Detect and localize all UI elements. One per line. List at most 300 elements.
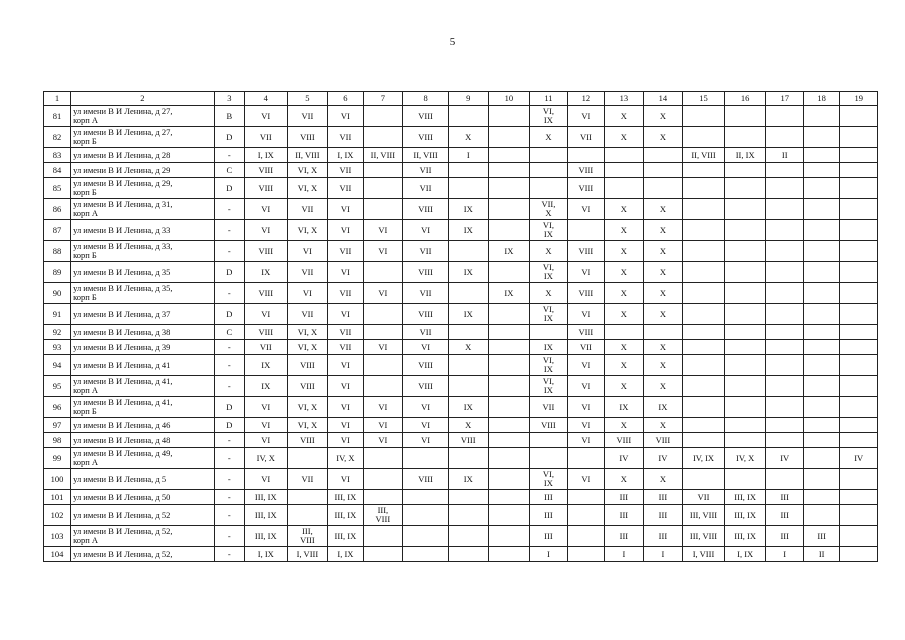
- table-cell: III, IX: [244, 505, 287, 526]
- table-cell: IV, IX: [683, 448, 725, 469]
- table-cell: [683, 418, 725, 433]
- table-cell: III: [605, 490, 644, 505]
- table-cell: VII: [403, 178, 449, 199]
- table-cell: I, IX: [244, 148, 287, 163]
- table-cell: III, VIII: [683, 526, 725, 547]
- table-cell: III, IX: [244, 490, 287, 505]
- table-cell: III, IX: [724, 526, 766, 547]
- table-cell: VI: [363, 241, 403, 262]
- table-cell: -: [214, 547, 244, 562]
- table-cell: [448, 547, 488, 562]
- table-cell: [683, 106, 725, 127]
- table-cell: [448, 355, 488, 376]
- table-cell: VI: [567, 262, 604, 283]
- table-cell: [766, 340, 803, 355]
- table-cell: X: [448, 127, 488, 148]
- table-cell: I: [766, 547, 803, 562]
- row-number: 97: [44, 418, 71, 433]
- table-cell: VII: [287, 469, 328, 490]
- table-cell: [363, 547, 403, 562]
- table-cell: VIII: [287, 376, 328, 397]
- table-cell: IX: [244, 262, 287, 283]
- table-cell: [766, 127, 803, 148]
- table-cell: VIII: [643, 433, 683, 448]
- table-row: [44, 106, 878, 127]
- table-cell: [363, 304, 403, 325]
- table-cell: VII: [287, 262, 328, 283]
- table-row: [44, 199, 878, 220]
- row-number: 85: [44, 178, 71, 199]
- table-cell: VII: [403, 325, 449, 340]
- table-cell: VIII: [287, 355, 328, 376]
- table-cell: IX: [448, 220, 488, 241]
- table-cell: [840, 220, 878, 241]
- table-cell: -: [214, 340, 244, 355]
- table-cell: [448, 526, 488, 547]
- table-cell: VII: [567, 340, 604, 355]
- row-number: 91: [44, 304, 71, 325]
- table-cell: [488, 397, 530, 418]
- table-cell: III: [766, 505, 803, 526]
- address-cell: ул имени В И Ленина, д 41, корп Б: [71, 397, 215, 418]
- table-cell: [403, 448, 449, 469]
- table-cell: [488, 304, 530, 325]
- table-cell: X: [643, 304, 683, 325]
- table-cell: I, IX: [244, 547, 287, 562]
- table-cell: III: [766, 526, 803, 547]
- table-cell: [488, 220, 530, 241]
- table-cell: [488, 433, 530, 448]
- table-cell: [530, 448, 567, 469]
- table-cell: [803, 418, 839, 433]
- table-cell: [803, 178, 839, 199]
- row-number: 89: [44, 262, 71, 283]
- table-cell: [530, 325, 567, 340]
- table-cell: III, IX: [328, 490, 363, 505]
- table-cell: [363, 355, 403, 376]
- table-cell: III: [530, 505, 567, 526]
- table-cell: [724, 397, 766, 418]
- table-cell: [766, 199, 803, 220]
- table-row: [44, 469, 878, 490]
- table-cell: VIII: [403, 469, 449, 490]
- table-cell: [643, 163, 683, 178]
- table-cell: D: [214, 397, 244, 418]
- column-header: 10: [488, 92, 530, 106]
- table-cell: [766, 283, 803, 304]
- table-cell: IV: [766, 448, 803, 469]
- table-cell: [803, 490, 839, 505]
- table-cell: III: [643, 505, 683, 526]
- table-cell: IX: [448, 469, 488, 490]
- table-cell: [840, 340, 878, 355]
- table-row: [44, 448, 878, 469]
- table-cell: [803, 127, 839, 148]
- table-cell: VIII: [287, 433, 328, 448]
- table-cell: -: [214, 220, 244, 241]
- table-cell: IV, X: [244, 448, 287, 469]
- table-cell: VI: [244, 106, 287, 127]
- table-cell: [803, 220, 839, 241]
- table-cell: [840, 325, 878, 340]
- table-cell: [840, 262, 878, 283]
- table-cell: VI, X: [287, 340, 328, 355]
- row-number: 103: [44, 526, 71, 547]
- table-cell: [840, 241, 878, 262]
- table-cell: [840, 163, 878, 178]
- row-number: 92: [44, 325, 71, 340]
- table-cell: [803, 262, 839, 283]
- column-header: 7: [363, 92, 403, 106]
- table-cell: IV, X: [724, 448, 766, 469]
- table-cell: VI: [363, 397, 403, 418]
- table-cell: IX: [530, 340, 567, 355]
- address-cell: ул имени В И Ленина, д 37: [71, 304, 215, 325]
- table-cell: [724, 220, 766, 241]
- table-cell: II, VIII: [403, 148, 449, 163]
- table-cell: [448, 505, 488, 526]
- table-cell: -: [214, 469, 244, 490]
- table-cell: VI: [244, 418, 287, 433]
- table-cell: [363, 178, 403, 199]
- table-cell: VI: [244, 433, 287, 448]
- table-cell: [287, 505, 328, 526]
- table-cell: IX: [605, 397, 644, 418]
- table-cell: II, VIII: [683, 148, 725, 163]
- table-cell: [567, 547, 604, 562]
- table-cell: [766, 220, 803, 241]
- table-cell: [683, 433, 725, 448]
- table-cell: [724, 433, 766, 448]
- table-cell: [567, 148, 604, 163]
- table-cell: VI: [244, 469, 287, 490]
- column-header: 12: [567, 92, 604, 106]
- column-header: 17: [766, 92, 803, 106]
- table-cell: [488, 448, 530, 469]
- table-cell: VII: [244, 127, 287, 148]
- column-header: 5: [287, 92, 328, 106]
- table-cell: X: [448, 340, 488, 355]
- table-cell: VIII: [567, 325, 604, 340]
- table-cell: III, IX: [328, 526, 363, 547]
- table-cell: VIII: [244, 163, 287, 178]
- table-cell: I, VIII: [287, 547, 328, 562]
- table-cell: X: [643, 106, 683, 127]
- table-cell: III, IX: [724, 490, 766, 505]
- row-number: 93: [44, 340, 71, 355]
- table-cell: IX: [488, 283, 530, 304]
- table-row: [44, 241, 878, 262]
- table-cell: [803, 325, 839, 340]
- column-header: 9: [448, 92, 488, 106]
- table-row: [44, 178, 878, 199]
- table-cell: VI: [328, 262, 363, 283]
- table-cell: [766, 325, 803, 340]
- table-cell: -: [214, 376, 244, 397]
- table-cell: VI, IX: [530, 262, 567, 283]
- table-cell: VI: [244, 397, 287, 418]
- table-cell: [803, 199, 839, 220]
- table-cell: VI, IX: [530, 355, 567, 376]
- table-cell: X: [605, 241, 644, 262]
- row-number: 86: [44, 199, 71, 220]
- table-cell: [363, 106, 403, 127]
- table-cell: IX: [448, 262, 488, 283]
- address-cell: ул имени В И Ленина, д 5: [71, 469, 215, 490]
- table-cell: [840, 433, 878, 448]
- table-cell: VIII: [567, 163, 604, 178]
- table-row: [44, 340, 878, 355]
- table-cell: VIII: [403, 304, 449, 325]
- table-cell: VII: [567, 127, 604, 148]
- table-cell: X: [605, 127, 644, 148]
- table-cell: III: [803, 526, 839, 547]
- table-cell: [803, 397, 839, 418]
- table-cell: VI: [567, 106, 604, 127]
- table-cell: III: [530, 526, 567, 547]
- table-cell: VII: [328, 325, 363, 340]
- table-cell: [803, 376, 839, 397]
- table-cell: VI: [287, 241, 328, 262]
- table-cell: [448, 490, 488, 505]
- table-cell: [683, 325, 725, 340]
- table-cell: -: [214, 241, 244, 262]
- table-cell: [567, 490, 604, 505]
- table-cell: X: [448, 418, 488, 433]
- address-cell: ул имени В И Ленина, д 49, корп А: [71, 448, 215, 469]
- table-cell: [840, 418, 878, 433]
- table-cell: III: [766, 490, 803, 505]
- table-row: [44, 397, 878, 418]
- table-cell: [567, 526, 604, 547]
- table-cell: [803, 448, 839, 469]
- table-cell: VI: [244, 304, 287, 325]
- table-cell: [724, 376, 766, 397]
- column-header: 19: [840, 92, 878, 106]
- table-cell: [803, 163, 839, 178]
- table-cell: VI: [328, 106, 363, 127]
- row-number: 87: [44, 220, 71, 241]
- table-cell: [683, 241, 725, 262]
- table-cell: VII: [328, 340, 363, 355]
- table-cell: VII: [683, 490, 725, 505]
- table-cell: [840, 127, 878, 148]
- table-cell: III, VIII: [683, 505, 725, 526]
- table-cell: III: [643, 490, 683, 505]
- table-cell: [488, 127, 530, 148]
- column-header: 16: [724, 92, 766, 106]
- table-cell: X: [643, 469, 683, 490]
- table-cell: [683, 199, 725, 220]
- table-cell: VI: [363, 418, 403, 433]
- table-row: [44, 505, 878, 526]
- table-cell: -: [214, 526, 244, 547]
- table-cell: VI: [363, 220, 403, 241]
- table-cell: [683, 283, 725, 304]
- table-cell: VII: [328, 127, 363, 148]
- table-cell: D: [214, 418, 244, 433]
- table-cell: VIII: [287, 127, 328, 148]
- table-cell: [643, 148, 683, 163]
- table-cell: X: [605, 469, 644, 490]
- table-cell: II: [766, 148, 803, 163]
- address-cell: ул имени В И Ленина, д 35: [71, 262, 215, 283]
- table-cell: -: [214, 355, 244, 376]
- table-cell: [363, 262, 403, 283]
- table-row: [44, 490, 878, 505]
- column-header: 13: [605, 92, 644, 106]
- table-cell: [488, 490, 530, 505]
- table-cell: VIII: [448, 433, 488, 448]
- column-header: 8: [403, 92, 449, 106]
- table-cell: [724, 163, 766, 178]
- table-cell: [448, 325, 488, 340]
- table-cell: IV, X: [328, 448, 363, 469]
- table-cell: [363, 469, 403, 490]
- table-cell: [766, 178, 803, 199]
- table-cell: [724, 106, 766, 127]
- table-cell: VIII: [244, 325, 287, 340]
- table-cell: VIII: [530, 418, 567, 433]
- address-cell: ул имени В И Ленина, д 28: [71, 148, 215, 163]
- table-cell: VII: [287, 106, 328, 127]
- table-cell: VI, IX: [530, 220, 567, 241]
- table-cell: VI: [244, 199, 287, 220]
- table-cell: X: [605, 262, 644, 283]
- page-number: 5: [449, 36, 456, 48]
- table-cell: [363, 199, 403, 220]
- row-number: 101: [44, 490, 71, 505]
- table-cell: [683, 178, 725, 199]
- table-cell: II, IX: [724, 148, 766, 163]
- table-cell: [803, 304, 839, 325]
- table-cell: [448, 241, 488, 262]
- table-cell: X: [605, 304, 644, 325]
- table-cell: IX: [448, 304, 488, 325]
- table-cell: [803, 433, 839, 448]
- table-cell: II: [803, 547, 839, 562]
- table-cell: [488, 163, 530, 178]
- table-cell: X: [643, 340, 683, 355]
- table-cell: IV: [840, 448, 878, 469]
- address-cell: ул имени В И Ленина, д 38: [71, 325, 215, 340]
- table-cell: [488, 325, 530, 340]
- column-header: 15: [683, 92, 725, 106]
- table-cell: VI: [403, 397, 449, 418]
- table-cell: VI: [567, 376, 604, 397]
- table-cell: [803, 469, 839, 490]
- table-cell: III: [643, 526, 683, 547]
- table-cell: [683, 397, 725, 418]
- table-cell: VI, IX: [530, 304, 567, 325]
- table-cell: VI: [328, 418, 363, 433]
- table-cell: X: [605, 376, 644, 397]
- table-cell: [403, 526, 449, 547]
- table-cell: [840, 283, 878, 304]
- column-header: 14: [643, 92, 683, 106]
- table-cell: [488, 106, 530, 127]
- table-cell: [840, 469, 878, 490]
- table-cell: VIII: [567, 178, 604, 199]
- table-cell: VI, X: [287, 418, 328, 433]
- table-cell: -: [214, 148, 244, 163]
- table-cell: [840, 376, 878, 397]
- table-header-row: [44, 92, 878, 106]
- table-row: [44, 127, 878, 148]
- column-header: 4: [244, 92, 287, 106]
- table-cell: [488, 418, 530, 433]
- table-cell: D: [214, 304, 244, 325]
- table-cell: IV: [643, 448, 683, 469]
- table-cell: VII: [328, 178, 363, 199]
- table-cell: VI: [363, 340, 403, 355]
- table-cell: [724, 355, 766, 376]
- row-number: 83: [44, 148, 71, 163]
- table-cell: I, IX: [724, 547, 766, 562]
- table-cell: VI, X: [287, 397, 328, 418]
- table-cell: VI: [403, 418, 449, 433]
- table-cell: [605, 163, 644, 178]
- row-number: 96: [44, 397, 71, 418]
- address-cell: ул имени В И Ленина, д 52: [71, 505, 215, 526]
- table-cell: [683, 304, 725, 325]
- table-cell: [724, 283, 766, 304]
- table-cell: X: [605, 199, 644, 220]
- row-number: 81: [44, 106, 71, 127]
- table-cell: [683, 469, 725, 490]
- table-cell: X: [643, 241, 683, 262]
- table-cell: I, VIII: [683, 547, 725, 562]
- table-cell: III, IX: [724, 505, 766, 526]
- table-cell: I: [448, 148, 488, 163]
- table-cell: X: [530, 241, 567, 262]
- table-cell: VI: [403, 220, 449, 241]
- row-number: 90: [44, 283, 71, 304]
- table-cell: [448, 163, 488, 178]
- row-number: 100: [44, 469, 71, 490]
- table-cell: [448, 178, 488, 199]
- table-cell: X: [643, 262, 683, 283]
- table-cell: VI: [328, 220, 363, 241]
- table-cell: [488, 505, 530, 526]
- table-cell: VI: [363, 283, 403, 304]
- table-cell: VI: [244, 220, 287, 241]
- address-cell: ул имени В И Ленина, д 29, корп Б: [71, 178, 215, 199]
- table-cell: IX: [448, 397, 488, 418]
- table-cell: X: [605, 106, 644, 127]
- table-cell: VIII: [403, 376, 449, 397]
- table-row: [44, 148, 878, 163]
- table-cell: VI, X: [287, 325, 328, 340]
- table-cell: [683, 127, 725, 148]
- table-cell: [724, 199, 766, 220]
- table-cell: [530, 148, 567, 163]
- address-cell: ул имени В И Ленина, д 41: [71, 355, 215, 376]
- table-cell: VI, IX: [530, 106, 567, 127]
- table-cell: [683, 340, 725, 355]
- table-cell: -: [214, 505, 244, 526]
- table-cell: VI: [567, 418, 604, 433]
- table-cell: [766, 469, 803, 490]
- address-cell: ул имени В И Ленина, д 41, корп А: [71, 376, 215, 397]
- table-cell: IX: [643, 397, 683, 418]
- table-cell: VI: [403, 340, 449, 355]
- table-cell: III: [605, 505, 644, 526]
- table-row: [44, 376, 878, 397]
- table-cell: VIII: [403, 199, 449, 220]
- address-cell: ул имени В И Ленина, д 52,: [71, 547, 215, 562]
- table-cell: [683, 355, 725, 376]
